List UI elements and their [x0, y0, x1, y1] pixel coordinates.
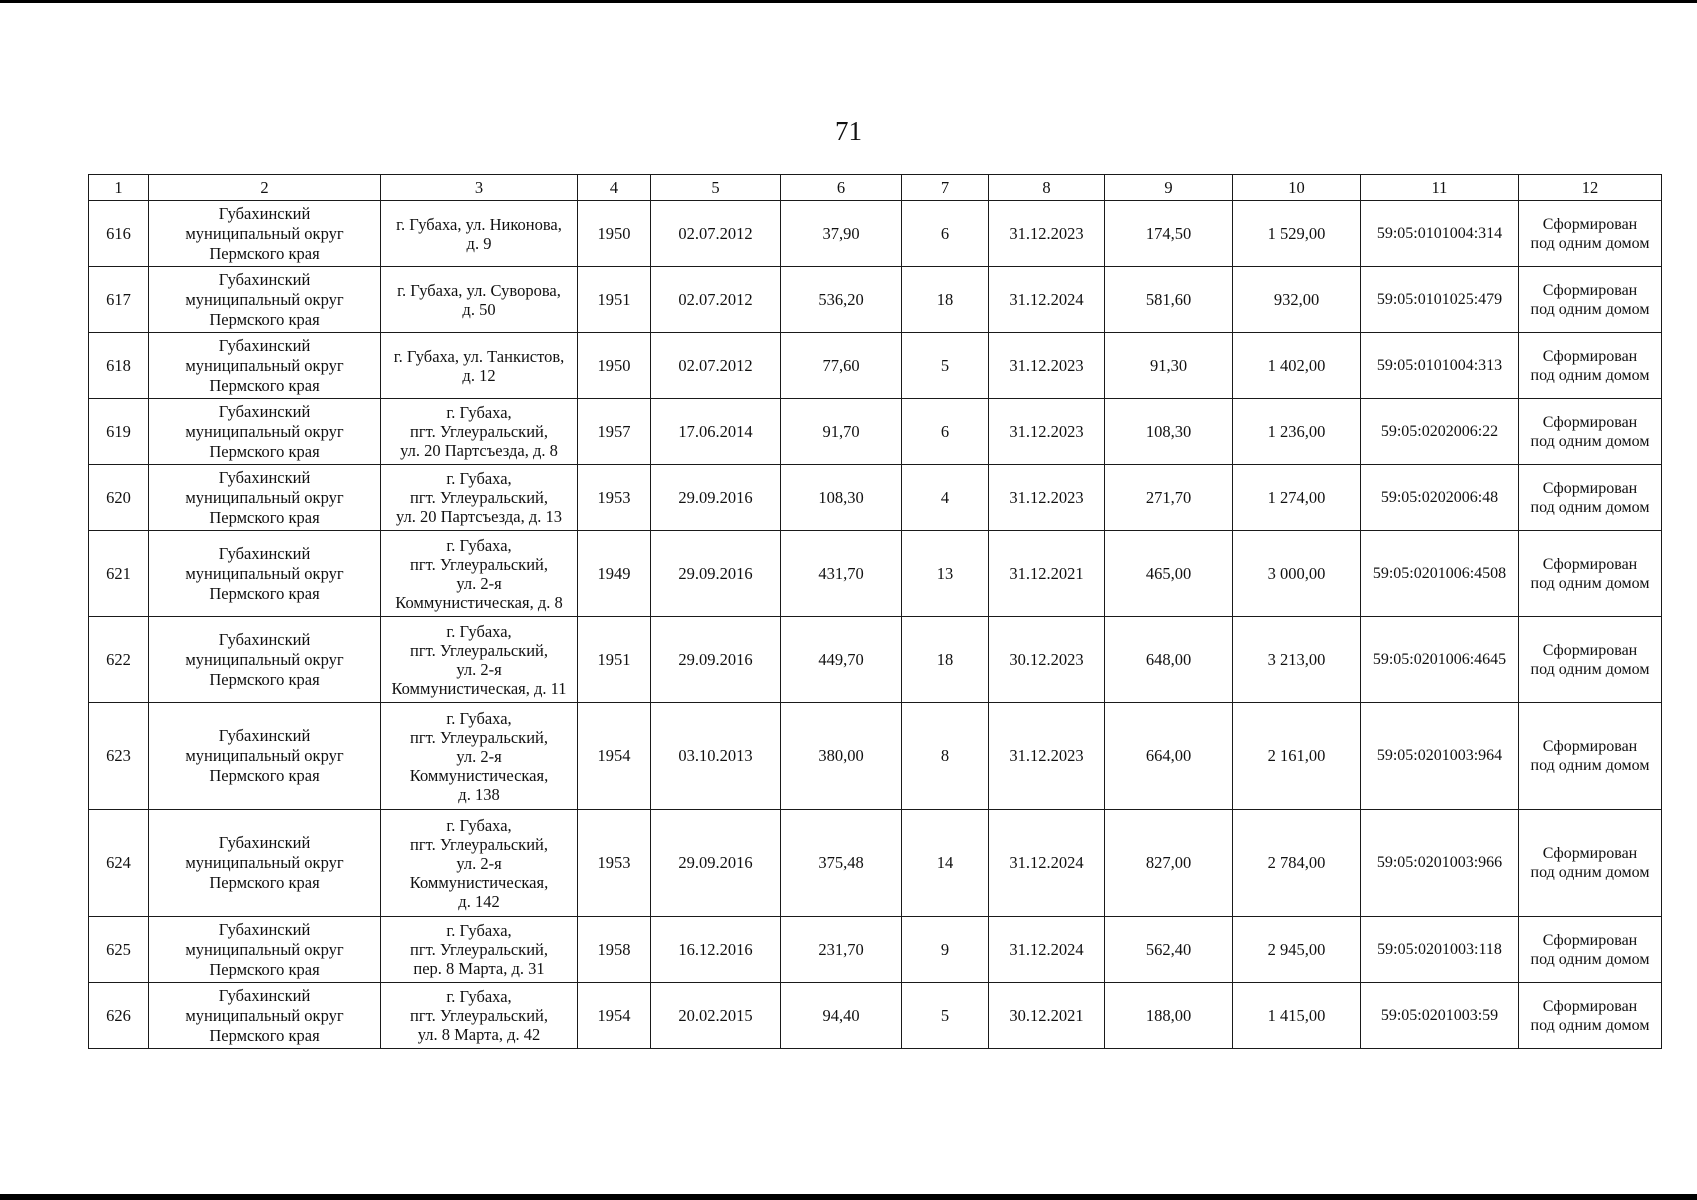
cell-area: 449,70	[781, 617, 902, 703]
table-row	[89, 333, 1662, 399]
municipality-line: Пермского края	[209, 375, 320, 395]
address-line: г. Губаха,	[446, 469, 512, 488]
address-line: г. Губаха, ул. Никонова,	[396, 214, 562, 234]
cell-address	[381, 810, 578, 917]
cell-year: 1958	[578, 917, 651, 983]
cell-residents: 9	[902, 917, 989, 983]
cell-value-10: 2 945,00	[1233, 917, 1361, 983]
municipality-line: Пермского края	[209, 507, 320, 527]
address-line: д. 12	[462, 365, 496, 385]
cell-value-9: 91,30	[1105, 333, 1233, 399]
cell-row-number: 625	[89, 917, 149, 983]
table-row	[89, 465, 1662, 531]
address-line: г. Губаха,	[446, 815, 512, 835]
cell-row-number: 626	[89, 983, 149, 1049]
cell-date: 02.07.2012	[651, 333, 781, 399]
cell-address	[381, 465, 578, 531]
cell-residents: 13	[902, 531, 989, 617]
cell-address	[381, 917, 578, 983]
cell-year: 1957	[578, 399, 651, 465]
cell-cadastral-number: 59:05:0201006:4645	[1361, 617, 1519, 703]
status-line: Сформирован	[1542, 641, 1638, 659]
address-line: д. 142	[458, 891, 500, 911]
address-line: г. Губаха,	[446, 708, 512, 728]
page-number: 71	[835, 116, 862, 146]
cell-year: 1951	[578, 267, 651, 333]
cell-address	[381, 617, 578, 703]
cell-residents: 4	[902, 465, 989, 531]
column-header: 12	[1519, 175, 1662, 201]
cell-value-10: 2 784,00	[1233, 810, 1361, 917]
address-line: г. Губаха, ул. Танкистов,	[393, 346, 565, 366]
status-line: Сформирован	[1542, 215, 1638, 233]
column-header: 6	[781, 175, 902, 201]
cell-year: 1950	[578, 333, 651, 399]
table-body	[89, 201, 1662, 1049]
cell-area: 91,70	[781, 399, 902, 465]
cell-deadline: 30.12.2021	[989, 983, 1105, 1049]
municipality-line: Пермского края	[209, 309, 320, 329]
municipality-line: Губахинский	[218, 335, 311, 355]
cell-value-9: 827,00	[1105, 810, 1233, 917]
municipality-line: муниципальный округ	[185, 939, 344, 959]
cell-row-number: 621	[89, 531, 149, 617]
cell-deadline: 31.12.2024	[989, 917, 1105, 983]
address-line: Коммунистическая,	[409, 765, 549, 785]
cell-value-9: 562,40	[1105, 917, 1233, 983]
column-header: 2	[149, 175, 381, 201]
cell-year: 1953	[578, 465, 651, 531]
cell-cadastral-number: 59:05:0101025:479	[1361, 267, 1519, 333]
municipality-line: муниципальный округ	[185, 355, 344, 375]
address-line: ул. 8 Марта, д. 42	[417, 1025, 541, 1044]
municipality-line: Пермского края	[209, 766, 320, 785]
address-line: д. 138	[458, 784, 500, 804]
status-line: Сформирован	[1542, 997, 1638, 1015]
cell-municipality	[149, 703, 381, 810]
cell-date: 29.09.2016	[651, 617, 781, 703]
cell-value-9: 648,00	[1105, 617, 1233, 703]
cell-value-9: 188,00	[1105, 983, 1233, 1049]
cell-date: 20.02.2015	[651, 983, 781, 1049]
municipality-line: Губахинский	[218, 401, 311, 421]
cell-year: 1951	[578, 617, 651, 703]
cell-year: 1949	[578, 531, 651, 617]
cell-status	[1519, 810, 1662, 917]
municipality-line: Губахинский	[218, 467, 311, 487]
cell-residents: 18	[902, 267, 989, 333]
cell-area: 94,40	[781, 983, 902, 1049]
cell-address	[381, 201, 578, 267]
cell-date: 02.07.2012	[651, 201, 781, 267]
cell-value-10: 3 000,00	[1233, 531, 1361, 617]
status-line: под одним домом	[1530, 234, 1650, 252]
cell-deadline: 30.12.2023	[989, 617, 1105, 703]
address-line: г. Губаха,	[446, 621, 512, 641]
address-line: пгт. Углеуральский,	[410, 488, 548, 507]
cell-cadastral-number: 59:05:0201003:59	[1361, 983, 1519, 1049]
municipality-line: Пермского края	[209, 1025, 320, 1045]
cell-area: 375,48	[781, 810, 902, 917]
column-header: 1	[89, 175, 149, 201]
cell-value-10: 2 161,00	[1233, 703, 1361, 810]
municipality-line: Губахинский	[218, 543, 311, 563]
status-line: под одним домом	[1530, 864, 1650, 881]
cell-address	[381, 267, 578, 333]
column-header: 4	[578, 175, 651, 201]
cell-area: 380,00	[781, 703, 902, 810]
address-line: г. Губаха, ул. Суворова,	[397, 280, 561, 300]
cell-row-number: 624	[89, 810, 149, 917]
address-line: г. Губаха,	[446, 987, 512, 1006]
cell-row-number: 622	[89, 617, 149, 703]
status-line: Сформирован	[1542, 413, 1638, 431]
cell-cadastral-number: 59:05:0201003:966	[1361, 810, 1519, 917]
cell-value-9: 664,00	[1105, 703, 1233, 810]
cell-deadline: 31.12.2023	[989, 399, 1105, 465]
cell-municipality	[149, 201, 381, 267]
cell-residents: 5	[902, 983, 989, 1049]
cell-cadastral-number: 59:05:0101004:314	[1361, 201, 1519, 267]
cell-date: 17.06.2014	[651, 399, 781, 465]
municipality-line: Пермского края	[209, 959, 320, 979]
table-row	[89, 917, 1662, 983]
cell-municipality	[149, 810, 381, 917]
cell-status	[1519, 465, 1662, 531]
cell-value-9: 465,00	[1105, 531, 1233, 617]
cell-residents: 6	[902, 201, 989, 267]
cell-address	[381, 983, 578, 1049]
cell-date: 29.09.2016	[651, 531, 781, 617]
cell-status	[1519, 983, 1662, 1049]
cell-status	[1519, 399, 1662, 465]
cell-row-number: 623	[89, 703, 149, 810]
municipality-line: Губахинский	[218, 203, 311, 223]
address-line: ул. 2-я	[456, 659, 502, 679]
municipality-line: муниципальный округ	[185, 421, 344, 441]
municipality-line: муниципальный округ	[185, 746, 344, 765]
municipality-line: Губахинский	[218, 269, 311, 289]
cell-cadastral-number: 59:05:0201003:964	[1361, 703, 1519, 810]
cell-cadastral-number: 59:05:0201003:118	[1361, 917, 1519, 983]
address-line: д. 9	[466, 233, 492, 253]
cell-value-9: 174,50	[1105, 201, 1233, 267]
cell-value-10: 1 274,00	[1233, 465, 1361, 531]
address-line: ул. 20 Партсъезда, д. 13	[395, 507, 563, 526]
cell-address	[381, 703, 578, 810]
cell-address	[381, 333, 578, 399]
municipality-line: Пермского края	[209, 583, 320, 603]
address-line: д. 50	[462, 299, 496, 319]
cell-area: 108,30	[781, 465, 902, 531]
municipality-line: муниципальный округ	[185, 223, 344, 243]
cell-municipality	[149, 617, 381, 703]
municipality-line: Пермского края	[209, 873, 320, 892]
cell-date: 29.09.2016	[651, 810, 781, 917]
cell-status	[1519, 531, 1662, 617]
cell-deadline: 31.12.2023	[989, 333, 1105, 399]
scan-edge-top	[0, 0, 1697, 3]
status-line: под одним домом	[1530, 432, 1650, 450]
status-line: под одним домом	[1530, 660, 1650, 678]
column-header: 5	[651, 175, 781, 201]
status-line: Сформирован	[1542, 555, 1638, 573]
cell-value-9: 271,70	[1105, 465, 1233, 531]
status-line: Сформирован	[1542, 738, 1638, 755]
address-line: пгт. Углеуральский,	[410, 727, 548, 747]
address-line: Коммунистическая, д. 11	[391, 678, 567, 698]
address-line: г. Губаха,	[446, 535, 512, 555]
status-line: под одним домом	[1530, 1016, 1650, 1034]
municipality-line: Губахинский	[218, 919, 311, 939]
table-header-row	[89, 175, 1662, 201]
cell-row-number: 619	[89, 399, 149, 465]
cell-value-10: 3 213,00	[1233, 617, 1361, 703]
status-line: под одним домом	[1530, 574, 1650, 592]
column-header: 8	[989, 175, 1105, 201]
cell-deadline: 31.12.2023	[989, 465, 1105, 531]
cell-municipality	[149, 983, 381, 1049]
cell-date: 03.10.2013	[651, 703, 781, 810]
cell-status	[1519, 201, 1662, 267]
municipality-line: Губахинский	[218, 726, 311, 745]
address-line: Коммунистическая,	[409, 872, 549, 892]
cell-residents: 14	[902, 810, 989, 917]
cell-residents: 5	[902, 333, 989, 399]
column-header: 3	[381, 175, 578, 201]
scan-edge-bottom	[0, 1194, 1697, 1200]
column-header: 10	[1233, 175, 1361, 201]
column-header: 9	[1105, 175, 1233, 201]
cell-value-10: 1 415,00	[1233, 983, 1361, 1049]
cell-deadline: 31.12.2023	[989, 201, 1105, 267]
table-row	[89, 703, 1662, 810]
table-row	[89, 267, 1662, 333]
municipality-line: Пермского края	[209, 669, 320, 689]
status-line: Сформирован	[1542, 347, 1638, 365]
cell-year: 1954	[578, 703, 651, 810]
municipality-line: муниципальный округ	[185, 563, 344, 583]
address-line: ул. 2-я	[456, 573, 502, 593]
address-line: Коммунистическая, д. 8	[395, 592, 563, 612]
cell-deadline: 31.12.2024	[989, 267, 1105, 333]
status-line: Сформирован	[1542, 479, 1638, 497]
cell-year: 1950	[578, 201, 651, 267]
cell-status	[1519, 617, 1662, 703]
cell-municipality	[149, 399, 381, 465]
status-line: под одним домом	[1530, 757, 1650, 774]
cell-area: 37,90	[781, 201, 902, 267]
cell-municipality	[149, 917, 381, 983]
cell-address	[381, 399, 578, 465]
address-line: пгт. Углеуральский,	[410, 640, 548, 660]
address-line: пгт. Углеуральский,	[410, 1006, 548, 1025]
cell-municipality	[149, 333, 381, 399]
municipality-line: Пермского края	[209, 441, 320, 461]
status-line: Сформирован	[1542, 281, 1638, 299]
address-line: пгт. Углеуральский,	[410, 422, 548, 441]
cell-status	[1519, 917, 1662, 983]
municipality-line: Губахинский	[218, 985, 311, 1005]
table-row	[89, 201, 1662, 267]
table-row	[89, 617, 1662, 703]
cell-value-10: 932,00	[1233, 267, 1361, 333]
municipality-line: муниципальный округ	[185, 853, 344, 872]
address-line: ул. 2-я	[456, 853, 502, 873]
cell-cadastral-number: 59:05:0202006:48	[1361, 465, 1519, 531]
cell-value-10: 1 529,00	[1233, 201, 1361, 267]
municipality-line: Губахинский	[218, 833, 311, 852]
municipality-line: муниципальный округ	[185, 487, 344, 507]
address-line: пер. 8 Марта, д. 31	[413, 959, 545, 978]
address-line: ул. 2-я	[456, 746, 502, 766]
cell-residents: 6	[902, 399, 989, 465]
cell-value-10: 1 236,00	[1233, 399, 1361, 465]
address-line: пгт. Углеуральский,	[410, 940, 548, 959]
municipality-line: Пермского края	[209, 243, 320, 263]
status-line: под одним домом	[1530, 498, 1650, 516]
housing-registry-table	[88, 174, 1662, 1049]
address-line: г. Губаха,	[446, 921, 512, 940]
cell-row-number: 618	[89, 333, 149, 399]
cell-value-10: 1 402,00	[1233, 333, 1361, 399]
table-row	[89, 810, 1662, 917]
cell-area: 231,70	[781, 917, 902, 983]
address-line: ул. 20 Партсъезда, д. 8	[400, 441, 558, 460]
cell-deadline: 31.12.2024	[989, 810, 1105, 917]
column-header: 7	[902, 175, 989, 201]
cell-deadline: 31.12.2023	[989, 703, 1105, 810]
cell-residents: 8	[902, 703, 989, 810]
cell-cadastral-number: 59:05:0201006:4508	[1361, 531, 1519, 617]
municipality-line: муниципальный округ	[185, 649, 344, 669]
cell-status	[1519, 703, 1662, 810]
cell-municipality	[149, 465, 381, 531]
status-line: под одним домом	[1530, 950, 1650, 968]
cell-status	[1519, 267, 1662, 333]
cell-area: 536,20	[781, 267, 902, 333]
municipality-line: муниципальный округ	[185, 289, 344, 309]
status-line: под одним домом	[1530, 300, 1650, 318]
cell-year: 1954	[578, 983, 651, 1049]
cell-status	[1519, 333, 1662, 399]
cell-address	[381, 531, 578, 617]
status-line: Сформирован	[1542, 931, 1638, 949]
cell-municipality	[149, 531, 381, 617]
cell-value-9: 581,60	[1105, 267, 1233, 333]
municipality-line: муниципальный округ	[185, 1005, 344, 1025]
cell-area: 431,70	[781, 531, 902, 617]
address-line: пгт. Углеуральский,	[410, 834, 548, 854]
municipality-line: Губахинский	[218, 629, 311, 649]
table-row	[89, 983, 1662, 1049]
status-line: под одним домом	[1530, 366, 1650, 384]
cell-row-number: 617	[89, 267, 149, 333]
cell-date: 29.09.2016	[651, 465, 781, 531]
cell-date: 16.12.2016	[651, 917, 781, 983]
cell-value-9: 108,30	[1105, 399, 1233, 465]
cell-row-number: 616	[89, 201, 149, 267]
cell-residents: 18	[902, 617, 989, 703]
table-row	[89, 399, 1662, 465]
cell-row-number: 620	[89, 465, 149, 531]
address-line: г. Губаха,	[446, 403, 512, 422]
cell-date: 02.07.2012	[651, 267, 781, 333]
cell-year: 1953	[578, 810, 651, 917]
cell-municipality	[149, 267, 381, 333]
address-line: пгт. Углеуральский,	[410, 554, 548, 574]
column-header: 11	[1361, 175, 1519, 201]
cell-cadastral-number: 59:05:0101004:313	[1361, 333, 1519, 399]
cell-deadline: 31.12.2021	[989, 531, 1105, 617]
cell-area: 77,60	[781, 333, 902, 399]
cell-cadastral-number: 59:05:0202006:22	[1361, 399, 1519, 465]
status-line: Сформирован	[1542, 845, 1638, 862]
table-row	[89, 531, 1662, 617]
